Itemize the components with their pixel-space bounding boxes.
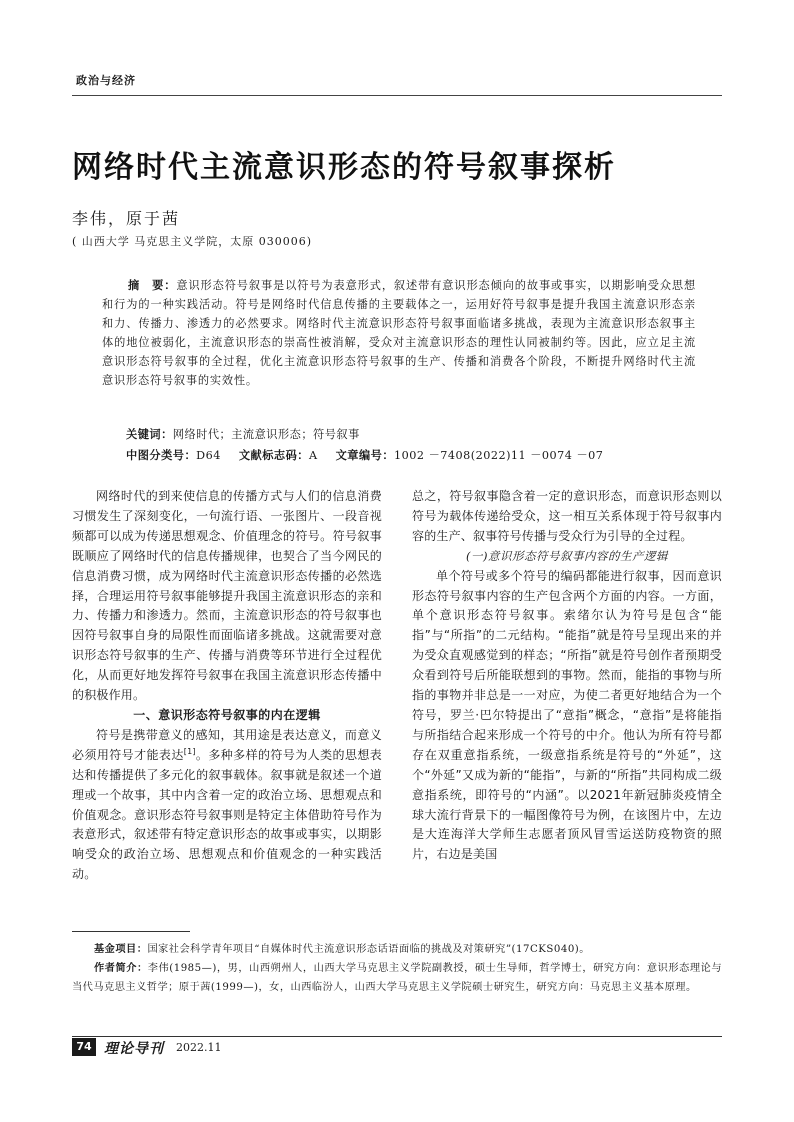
article-affiliation: ( 山西大学 马克思主义学院，太原 030006) [72,235,313,248]
keywords-label: 关键词： [126,428,173,441]
footer-rule [72,1036,722,1037]
fund-note [72,940,722,959]
classification-line [126,447,603,463]
body-text: 。多种多样的符号为人类的思想表达和传播提供了多元化的叙事载体。叙事就是叙述一个道理或一个故事，其中内含着一定的政治立场、思想观点和价值观念。意识形态符号叙事则是特定主体借助符号作为表意形式，叙述带有特定意识形态的故事或事实，以期影响受众的政治立场、思想观点和价值观念的一种实践活动。 [72,747,382,882]
doc-code-label: 文献标志码： [238,449,309,462]
author-text: 李伟(1985—)，男，山西朔州人，山西大学马克思主义学院副教授，硕士生导师，哲学博士，研究方向：意识形态理论与当代马克思主义哲学；原于茜(1999—)，女，山西临汾人，山西大学马克思主义学院硕士研究生，研究方向：马克思主义基本原理。 [72,963,723,993]
doc-code-value: A [309,449,318,462]
abstract [102,276,696,390]
article-no-value: 1002 －7408(2022)11 －0074 －07 [394,449,604,462]
body-paragraph [72,726,382,885]
body-column-right [412,487,722,865]
page-number: 74 [72,1038,96,1056]
footnote-rule [72,931,190,932]
body-text: 符号是携带意义的感知，其用途是表达意义，而意义必须用符号才能表达 [72,727,382,762]
body-paragraph: 单个符号或多个符号的编码都能进行叙事，因而意识形态符号叙事内容的生产包含两个方面的内容。一方面，单个意识形态符号叙事。索绪尔认为符号是包含“能指”与“所指”的二元结构。“能指”就是符号呈现出来的并为受众直观感觉到的样态；“所指”就是符号创作者预期受众看到符号后所能联想到的事物。然而，能指的事物与所指的事物并非总是一一对应，为使二者更好地结合为一个符号，罗兰·巴尔特提出了“意指”概念，“意指”是将能指与所指结合起来形成一个符号的中介。他认为所有符号都存在双重意指系统，一级意指系统是符号的“外延”，这个“外延”又成为新的“能指”，与新的“所指”共同构成二级意指系统，即符号的“内涵”。以2021年新冠肺炎疫情全球大流行背景下的一幅图像符号为例，在该图片中，左边是大连海洋大学师生志愿者顶风冒雪运送防疫物资的照片，右边是美国 [412,568,722,862]
body-paragraph: 总之，符号叙事隐含着一定的意识形态，而意识形态则以符号为载体传递给受众，这一相互关系体现于符号叙事内容的生产、叙事符号传播与受众行为引导的全过程。 [412,489,722,543]
subsection-heading: (一)意识形态符号叙事内容的生产逻辑 [466,548,668,563]
clc-label: 中图分类号： [126,449,197,462]
author-note [72,959,722,997]
header-rule [72,95,722,96]
abstract-label: 摘 要： [128,279,177,292]
fund-label: 基金项目： [94,944,148,955]
body-column-left [72,487,382,885]
article-authors: 李伟，原于茜 [72,209,181,228]
clc-value: D64 [196,449,221,462]
citation-ref[interactable]: [1] [183,746,196,756]
fund-text: 国家社会科学青年项目“自媒体时代主流意识形态话语面临的挑战及对策研究”(17CKS040)。 [147,944,590,955]
keywords [126,426,360,442]
abstract-text: 意识形态符号叙事是以符号为表意形式，叙述带有意识形态倾向的故事或事实，以期影响受众思想和行为的一种实践活动。符号是网络时代信息传播的主要载体之一，运用好符号叙事是提升我国主流意识形态亲和力、传播力、渗透力的必然要求。网络时代主流意识形态符号叙事面临诸多挑战，表现为主流意识形态叙事主体的地位被弱化，主流意识形态的崇高性被消解，受众对主流意识形态的理性认同被制约等。因此，应立足主流意识形态符号叙事的全过程，优化主流意识形态符号叙事的生产、传播和消费各个阶段，不断提升网络时代主流意识形态符号叙事的实效性。 [102,279,697,387]
body-paragraph: 网络时代的到来使信息的传播方式与人们的信息消费习惯发生了深刻变化，一句流行语、一张图片、一段音视频都可以成为传递思想观念、价值理念的符号。符号叙事既顺应了网络时代的信息传播规律，也契合了当今网民的信息消费习惯，成为网络时代主流意识形态传播的必然选择，合理运用符号叙事能够提升我国主流意识形态的亲和力、传播力和渗透力。然而，主流意识形态的符号叙事也因符号叙事自身的局限性而面临诸多挑战。这就需要对意识形态符号叙事的生产、传播与消费等环节进行全过程优化，从而更好地发挥符号叙事在我国主流意识形态传播中的积极作用。 [72,489,382,703]
article-no-label: 文章编号： [335,449,395,462]
journal-name: 理论导刊 [104,1041,164,1057]
section-heading: 一、意识形态符号叙事的内在逻辑 [133,707,321,722]
section-label: 政治与经济 [76,74,136,87]
article-title: 网络时代主流意识形态的符号叙事探析 [72,150,616,185]
author-label: 作者简介： [94,963,148,974]
keywords-text: 网络时代；主流意识形态；符号叙事 [172,428,360,441]
issue-number: 2022.11 [176,1041,222,1054]
footnotes [72,940,722,997]
